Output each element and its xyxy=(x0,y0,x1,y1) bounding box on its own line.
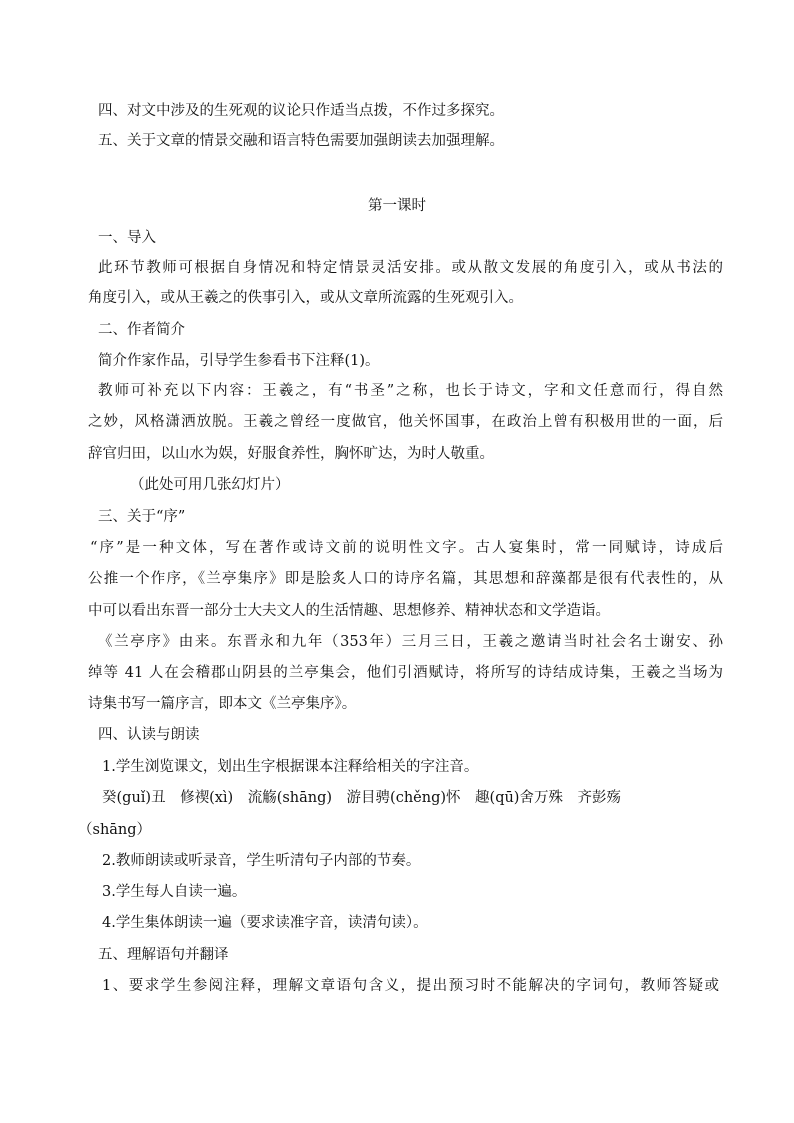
text-line: 五、关于文章的情景交融和语言特色需要加强朗读去加强理解。 xyxy=(98,133,504,149)
section-heading: 第一课时 xyxy=(368,198,426,214)
paragraph-line: 中可以看出东晋一部分士大夫文人的生活情趣、思想修养、精神状态和文学造诣。 xyxy=(88,603,610,619)
list-item: 1.学生浏览课文，划出生字根据课本注释给相关的字注音。 xyxy=(102,759,479,775)
paragraph-line: 诗集书写一篇序言，即本文《兰亭集序》。 xyxy=(88,696,357,712)
paragraph-line: 绰等 41 人在会稽郡山阴县的兰亭集会，他们引酒赋诗，将所写的诗结成诗集，王羲之当场为 xyxy=(88,665,723,681)
list-item: 4.学生集体朗读一遍（要求读准字音，读清句读）。 xyxy=(102,915,428,931)
paragraph-line: 教师可补充以下内容：王羲之，有“书圣”之称，也长于诗文，字和文任意而行，得自然 xyxy=(98,383,723,399)
note-line: （此处可用几张幻灯片） xyxy=(130,477,290,493)
subheading: 三、关于“序” xyxy=(98,509,186,525)
paragraph-line: 此环节教师可根据自身情况和特定情景灵活安排。或从散文发展的角度引入，或从书法的 xyxy=(98,260,723,276)
list-item: 1、要求学生参阅注释，理解文章语句含义，提出预习时不能解决的字词句，教师答疑或 xyxy=(102,978,719,994)
text-line: 四、对文中涉及的生死观的议论只作适当点拨，不作过多探究。 xyxy=(98,103,504,119)
paragraph-line: 简介作家作品，引导学生参看书下注释(1)。 xyxy=(98,353,380,369)
subheading: 四、认读与朗读 xyxy=(98,727,200,743)
paragraph-line: 角度引入，或从王羲之的佚事引入，或从文章所流露的生死观引入。 xyxy=(88,290,523,306)
subheading: 一、导入 xyxy=(98,230,156,246)
paragraph-line: 之妙，风格潇洒放脱。王羲之曾经一度做官，他关怀国事，在政治上曾有积极用世的一面，后 xyxy=(88,414,723,430)
pronunciation-line: 癸(guǐ)丑 修禊(xì) 流觞(shāng) 游目骋(chěng)怀 趣(qū)舍万殊 齐彭殇 xyxy=(102,790,621,806)
list-item: 2.教师朗读或听录音，学生听清句子内部的节奏。 xyxy=(102,853,421,869)
subheading: 二、作者简介 xyxy=(98,322,185,338)
subheading: 五、理解语句并翻译 xyxy=(98,947,229,963)
paragraph-line: 《兰亭序》由来。东晋永和九年（353年）三月三日，王羲之邀请当时社会名士谢安、孙 xyxy=(98,634,723,650)
paragraph-line: 公推一个作序，《兰亭集序》即是脍炙人口的诗序名篇，其思想和辞藻都是很有代表性的，从 xyxy=(88,571,723,587)
paragraph-line: 辞官归田，以山水为娱，好服食养性，胸怀旷达，为时人敬重。 xyxy=(88,446,494,462)
pronunciation-line: （shāng） xyxy=(78,822,152,838)
list-item: 3.学生每人自读一遍。 xyxy=(102,884,247,900)
paragraph-line: “序”是一种文体，写在著作或诗文前的说明性文字。古人宴集时，常一同赋诗，诗成后 xyxy=(90,540,723,556)
